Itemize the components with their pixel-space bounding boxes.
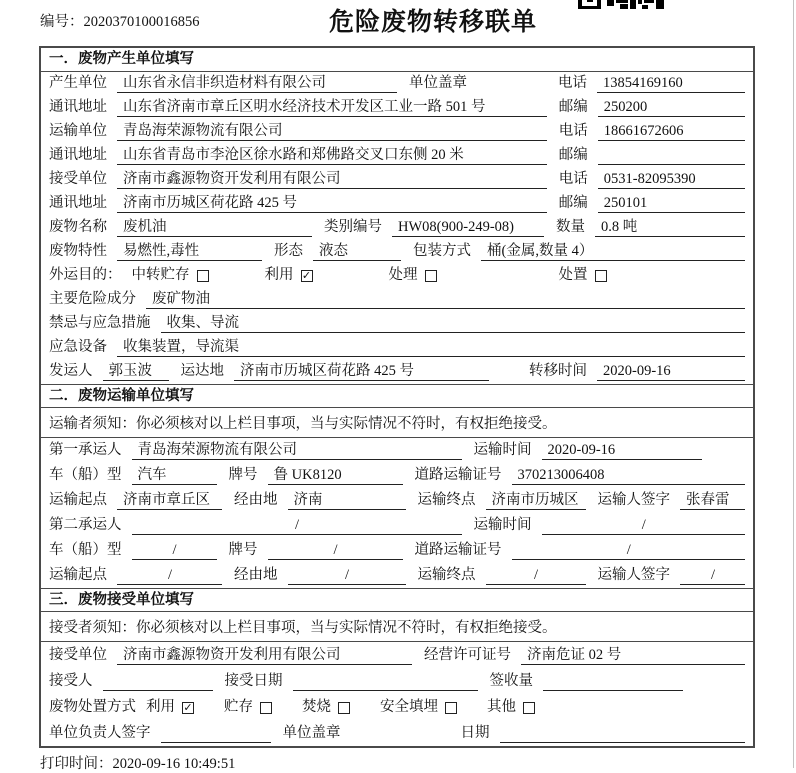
transfer-date-label: 转移时间 bbox=[529, 363, 587, 379]
emergency-equipment-value: 收集装置，导流渠 bbox=[117, 338, 745, 357]
second-carrier-sign-value: / bbox=[680, 566, 745, 585]
row-hazard-components bbox=[41, 288, 753, 312]
second-origin-value: / bbox=[117, 566, 222, 585]
receiver-address-value: 济南市历城区荷花路 425 号 bbox=[117, 194, 547, 213]
second-vehicle-type-value: / bbox=[132, 541, 217, 560]
hazard-components-label: 主要危险成分 bbox=[49, 291, 136, 307]
row-transporter-unit bbox=[41, 120, 753, 144]
license-label: 经营许可证号 bbox=[424, 647, 511, 663]
precautions-value: 收集、导流 bbox=[161, 314, 746, 333]
row-second-vehicle bbox=[41, 538, 753, 563]
receiver-postcode-value: 250101 bbox=[598, 194, 745, 213]
terminus-label: 运输终点 bbox=[417, 492, 476, 508]
via-label: 经由地 bbox=[234, 492, 278, 508]
manifest-form bbox=[39, 46, 755, 748]
first-terminus-value: 济南市历城区 bbox=[486, 491, 586, 510]
category-code-label: 类别编号 bbox=[324, 219, 382, 235]
postcode-label: 邮编 bbox=[558, 147, 588, 163]
row-producer-unit bbox=[41, 72, 753, 96]
received-qty-label: 签收量 bbox=[489, 673, 533, 689]
first-transport-date-value: 2020-09-16 bbox=[542, 441, 702, 460]
transporter-notice: 运输者须知：你必须核对以上栏目事项，当与实际情况不符时，有权拒绝接受。 bbox=[41, 408, 753, 438]
producer-postcode-value: 250200 bbox=[598, 98, 745, 117]
first-vehicle-type-value: 汽车 bbox=[132, 466, 217, 485]
quantity-value: 0.8 吨 bbox=[595, 218, 745, 237]
phone-label: 电话 bbox=[558, 123, 588, 139]
producer-unit-label: 产生单位 bbox=[49, 75, 107, 91]
phone-label: 电话 bbox=[558, 75, 587, 91]
second-carrier-label: 第二承运人 bbox=[49, 517, 122, 533]
checkbox-checked-icon: ✓ bbox=[183, 701, 193, 714]
purpose-transit-storage-label: 中转贮存 bbox=[131, 267, 190, 283]
receive-date-label: 接受日期 bbox=[224, 673, 283, 689]
transporter-address-value: 山东省青岛市李沧区徐水路和郑佛路交叉口东侧 20 米 bbox=[117, 146, 547, 165]
disposal-method-label: 废物处置方式 bbox=[49, 699, 136, 715]
second-terminus-value: / bbox=[486, 566, 586, 585]
print-time-label: 打印时间： bbox=[40, 756, 113, 772]
receiver-person-label: 接受人 bbox=[49, 673, 93, 689]
waste-form-value: 液态 bbox=[313, 242, 401, 261]
section-receiver-rows bbox=[41, 642, 753, 746]
road-permit-label: 道路运输证号 bbox=[414, 542, 502, 558]
section-producer-rows bbox=[41, 72, 753, 384]
second-transport-date-value: / bbox=[542, 516, 746, 535]
destination-label: 运达地 bbox=[180, 363, 224, 379]
second-plate-value: / bbox=[268, 541, 403, 560]
emergency-equipment-label: 应急设备 bbox=[49, 339, 107, 355]
checkbox-unchecked-icon bbox=[595, 270, 607, 282]
transporter-unit-label: 运输单位 bbox=[49, 123, 107, 139]
form-label: 形态 bbox=[274, 243, 303, 259]
disposal-incinerate-label: 焚烧 bbox=[302, 699, 331, 715]
postcode-label: 邮编 bbox=[558, 195, 588, 211]
disposal-utilize bbox=[146, 698, 194, 717]
transport-date-label: 运输时间 bbox=[473, 442, 532, 458]
first-carrier-value: 青岛海荣源物流有限公司 bbox=[132, 441, 462, 460]
postcode-label: 邮编 bbox=[558, 99, 588, 115]
producer-address-value: 山东省济南市章丘区明水经济技术开发区工业一路 501 号 bbox=[117, 98, 547, 117]
row-disposal-method bbox=[41, 694, 753, 720]
row-responsible-sign bbox=[41, 720, 753, 746]
purpose-treat bbox=[389, 266, 437, 285]
hazard-components-value: 废矿物油 bbox=[146, 290, 745, 309]
row-first-route bbox=[41, 488, 753, 513]
second-via-value: / bbox=[288, 566, 406, 585]
responsible-sign-value bbox=[161, 724, 271, 743]
row-consignor bbox=[41, 360, 753, 384]
print-time-value: 2020-09-16 10:49:51 bbox=[112, 756, 236, 772]
first-road-permit-value: 370213006408 bbox=[512, 466, 746, 485]
row-waste-name bbox=[41, 216, 753, 240]
purpose-utilize-label: 利用 bbox=[264, 267, 294, 283]
checkbox-unchecked-icon bbox=[260, 702, 272, 714]
row-second-carrier bbox=[41, 513, 753, 538]
transfer-date-value: 2020-09-16 bbox=[597, 362, 745, 381]
via-label: 经由地 bbox=[234, 567, 278, 583]
checkbox-unchecked-icon bbox=[523, 702, 535, 714]
transporter-phone-value: 18661672606 bbox=[598, 122, 745, 141]
row-precautions bbox=[41, 312, 753, 336]
waste-name-label: 废物名称 bbox=[49, 219, 107, 235]
purpose-dispose bbox=[559, 266, 607, 285]
quantity-label: 数量 bbox=[556, 219, 585, 235]
first-carrier-sign-value: 张春雷 bbox=[680, 491, 745, 510]
vehicle-type-label: 车（船）型 bbox=[49, 542, 122, 558]
checkbox-checked-icon: ✓ bbox=[301, 269, 312, 282]
row-receiver-address bbox=[41, 192, 753, 216]
checkbox-unchecked-icon bbox=[445, 702, 457, 714]
waste-name-value: 废机油 bbox=[117, 218, 312, 237]
row-producer-address bbox=[41, 96, 753, 120]
section-transport-rows bbox=[41, 438, 753, 588]
section-receiver-header: 三．废物接受单位填写 bbox=[41, 588, 753, 612]
section-receiver bbox=[41, 588, 753, 746]
section-transport-header: 二．废物运输单位填写 bbox=[41, 384, 753, 408]
received-qty-value bbox=[543, 672, 683, 691]
row-first-vehicle bbox=[41, 463, 753, 488]
disposal-other bbox=[487, 698, 535, 717]
row-receiver-person bbox=[41, 668, 753, 694]
row-waste-traits bbox=[41, 240, 753, 264]
first-plate-value: 鲁 UK8120 bbox=[268, 466, 403, 485]
category-code-value: HW08(900-249-08) bbox=[392, 218, 544, 237]
section-transport bbox=[41, 384, 753, 588]
responsible-sign-label: 单位负责人签字 bbox=[49, 725, 151, 741]
consignor-value: 郭玉波 bbox=[103, 362, 169, 381]
transfer-purpose-label: 外运目的： bbox=[49, 267, 122, 283]
receiver-unit-value: 济南市鑫源物资开发利用有限公司 bbox=[117, 170, 547, 189]
section-producer bbox=[41, 48, 753, 384]
transporter-unit-value: 青岛海荣源物流有限公司 bbox=[117, 122, 547, 141]
producer-phone-value: 13854169160 bbox=[597, 74, 745, 93]
vehicle-type-label: 车（船）型 bbox=[49, 467, 122, 483]
packaging-value: 桶(金属,数量 4） bbox=[481, 242, 745, 261]
section-producer-header: 一．废物产生单位填写 bbox=[41, 48, 753, 72]
producer-unit-value: 山东省永信非织造材料有限公司 bbox=[117, 74, 397, 93]
first-carrier-label: 第一承运人 bbox=[49, 442, 122, 458]
receiver-phone-value: 0531-82095390 bbox=[598, 170, 745, 189]
doc-number-label: 编号： bbox=[40, 14, 84, 30]
checkbox-unchecked-icon bbox=[425, 270, 437, 282]
purpose-transit-storage bbox=[132, 266, 209, 285]
purpose-dispose-label: 处置 bbox=[558, 267, 588, 283]
first-origin-value: 济南市章丘区 bbox=[117, 491, 222, 510]
consignor-label: 发运人 bbox=[49, 363, 93, 379]
row-transfer-purpose bbox=[41, 264, 753, 288]
origin-label: 运输起点 bbox=[49, 567, 107, 583]
checkbox-unchecked-icon bbox=[197, 270, 209, 282]
plate-label: 牌号 bbox=[228, 542, 258, 558]
receiver-person-value bbox=[103, 672, 213, 691]
carrier-sign-label: 运输人签字 bbox=[597, 492, 670, 508]
second-road-permit-value: / bbox=[512, 541, 746, 560]
print-time bbox=[40, 752, 235, 773]
unit-seal-label: 单位盖章 bbox=[409, 75, 467, 91]
origin-label: 运输起点 bbox=[49, 492, 107, 508]
doc-number-value: 2020370100016856 bbox=[83, 14, 200, 30]
receiver-notice: 接受者须知：你必须核对以上栏目事项，当与实际情况不符时，有权拒绝接受。 bbox=[41, 612, 753, 642]
transporter-postcode-value bbox=[598, 146, 745, 165]
license-no-value: 济南危证 02 号 bbox=[521, 646, 745, 665]
phone-label: 电话 bbox=[558, 171, 588, 187]
address-label: 通讯地址 bbox=[49, 99, 107, 115]
packaging-label: 包装方式 bbox=[413, 243, 471, 259]
receive-date-value bbox=[293, 672, 478, 691]
terminus-label: 运输终点 bbox=[417, 567, 476, 583]
sign-date-value bbox=[500, 724, 746, 743]
disposal-landfill bbox=[380, 698, 457, 717]
row-receive-unit bbox=[41, 642, 753, 668]
transport-date-label: 运输时间 bbox=[473, 517, 532, 533]
receive-unit-value: 济南市鑫源物资开发利用有限公司 bbox=[117, 646, 412, 665]
page-edge-line bbox=[793, 0, 794, 768]
disposal-storage-label: 贮存 bbox=[224, 699, 253, 715]
disposal-incinerate bbox=[302, 698, 350, 717]
purpose-utilize bbox=[265, 266, 313, 285]
row-receiver-unit bbox=[41, 168, 753, 192]
first-via-value: 济南 bbox=[288, 491, 406, 510]
precautions-label: 禁忌与应急措施 bbox=[49, 315, 151, 331]
purpose-treat-label: 处理 bbox=[388, 267, 418, 283]
waste-traits-label: 废物特性 bbox=[49, 243, 107, 259]
row-second-route bbox=[41, 563, 753, 588]
disposal-other-label: 其他 bbox=[487, 699, 516, 715]
disposal-utilize-label: 利用 bbox=[146, 699, 175, 715]
second-carrier-value: / bbox=[132, 516, 462, 535]
disposal-storage bbox=[224, 698, 272, 717]
receiver-unit-label: 接受单位 bbox=[49, 647, 107, 663]
row-transporter-address bbox=[41, 144, 753, 168]
date-label: 日期 bbox=[460, 725, 490, 741]
page-title: 危险废物转移联单 bbox=[328, 8, 537, 36]
destination-value: 济南市历城区荷花路 425 号 bbox=[234, 362, 489, 381]
checkbox-unchecked-icon bbox=[338, 702, 350, 714]
road-permit-label: 道路运输证号 bbox=[414, 467, 502, 483]
plate-label: 牌号 bbox=[228, 467, 258, 483]
address-label: 通讯地址 bbox=[49, 195, 107, 211]
row-emergency-equipment bbox=[41, 336, 753, 360]
address-label: 通讯地址 bbox=[49, 147, 107, 163]
disposal-landfill-label: 安全填埋 bbox=[380, 699, 438, 715]
unit-seal-label: 单位盖章 bbox=[282, 725, 341, 741]
waste-traits-value: 易燃性,毒性 bbox=[117, 242, 262, 261]
row-first-carrier bbox=[41, 438, 753, 463]
carrier-sign-label: 运输人签字 bbox=[597, 567, 670, 583]
receiver-unit-label: 接受单位 bbox=[49, 171, 107, 187]
